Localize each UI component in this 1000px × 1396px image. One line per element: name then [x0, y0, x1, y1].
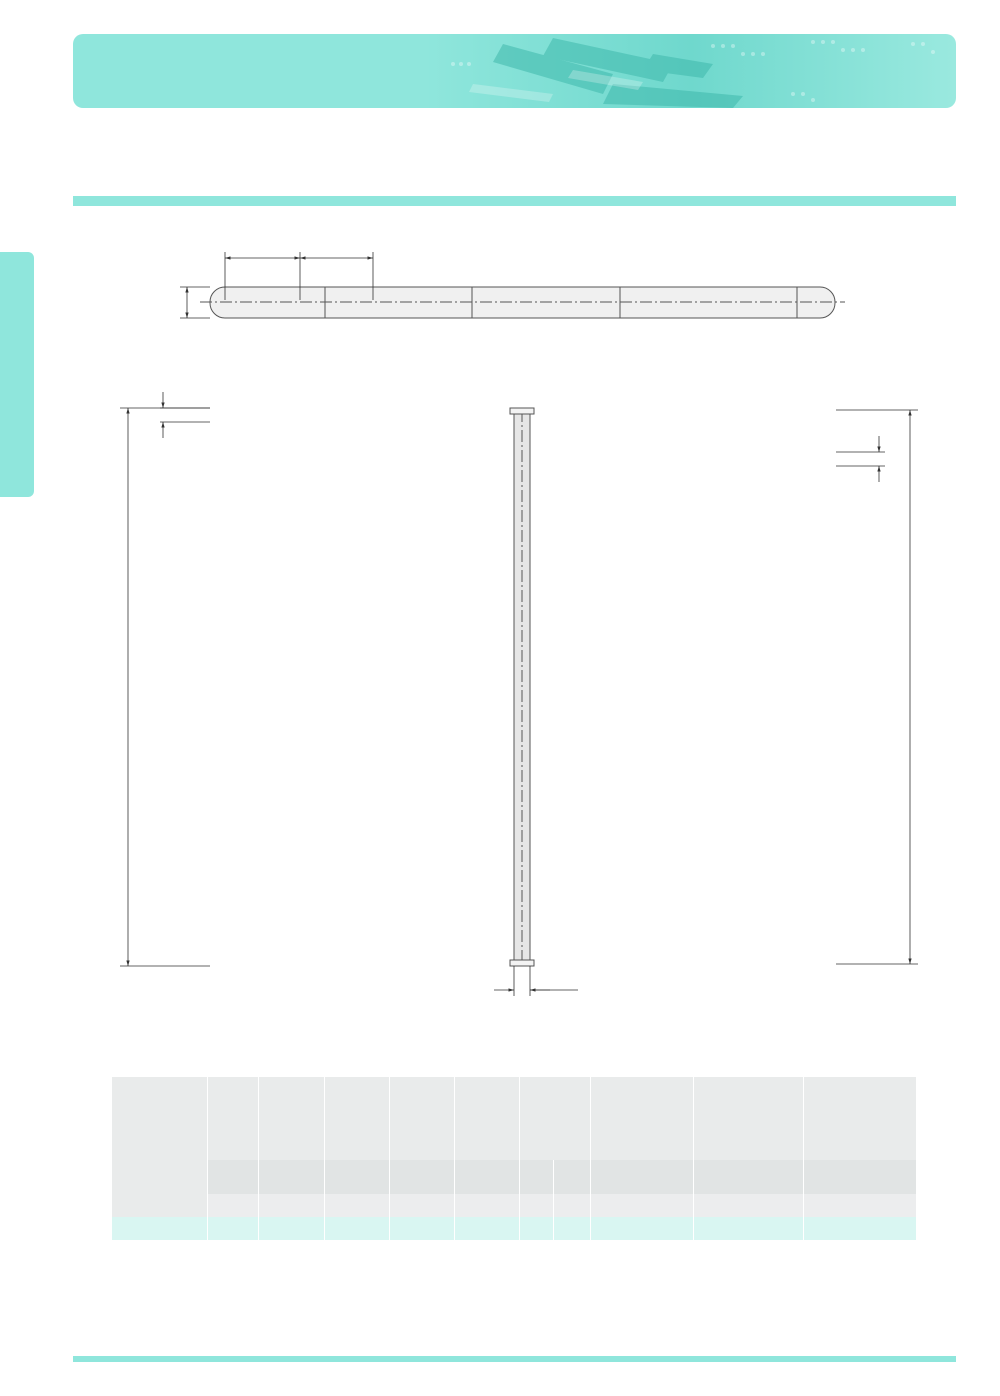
symbol-t: [454, 1160, 519, 1194]
col-plate-dimension: [519, 1077, 590, 1160]
cell-q: [803, 1217, 916, 1240]
cell-lacing: [258, 1217, 324, 1240]
table-row: [112, 1217, 916, 1240]
center-pin: [510, 408, 534, 966]
cell-pitch: [207, 1217, 258, 1240]
unit-lacing: [258, 1194, 324, 1217]
unit-q0: [693, 1194, 803, 1217]
cell-h2: [519, 1217, 553, 1240]
col-pin-diameter: [324, 1077, 389, 1160]
symbol-q: [803, 1160, 916, 1194]
cell-m: [553, 1217, 590, 1240]
unit-h2: [519, 1194, 553, 1217]
symbol-q-min: [590, 1160, 693, 1194]
footer-bar: [73, 1356, 956, 1362]
unit-q: [803, 1194, 916, 1217]
cell-q-min: [590, 1217, 693, 1240]
col-ultimate-tensile: [590, 1077, 693, 1160]
unit-d2: [324, 1194, 389, 1217]
cell-lc: [389, 1217, 454, 1240]
symbol-pitch: [207, 1160, 258, 1194]
col-pin-length: [389, 1077, 454, 1160]
symbol-lacing: [258, 1160, 324, 1194]
col-lacing: [258, 1077, 324, 1160]
symbol-q0: [693, 1160, 803, 1194]
symbol-d2: [324, 1160, 389, 1194]
spec-table: [112, 1077, 917, 1240]
col-pitch: [207, 1077, 258, 1160]
chain-no-header: [112, 1077, 207, 1217]
symbol-h2: [519, 1160, 553, 1194]
unit-lc: [389, 1194, 454, 1217]
cell-d2: [324, 1217, 389, 1240]
col-plate-thickness: [454, 1077, 519, 1160]
side-view: [200, 287, 845, 318]
unit-t: [454, 1194, 519, 1217]
cell-q0: [693, 1217, 803, 1240]
symbol-m: [553, 1160, 590, 1194]
symbol-lc: [389, 1160, 454, 1194]
col-average-tensile: [693, 1077, 803, 1160]
col-weight: [803, 1077, 916, 1160]
unit-pitch: [207, 1194, 258, 1217]
unit-q-min: [590, 1194, 693, 1217]
cell-chain-no: [112, 1217, 207, 1240]
unit-m: [553, 1194, 590, 1217]
cell-t: [454, 1217, 519, 1240]
